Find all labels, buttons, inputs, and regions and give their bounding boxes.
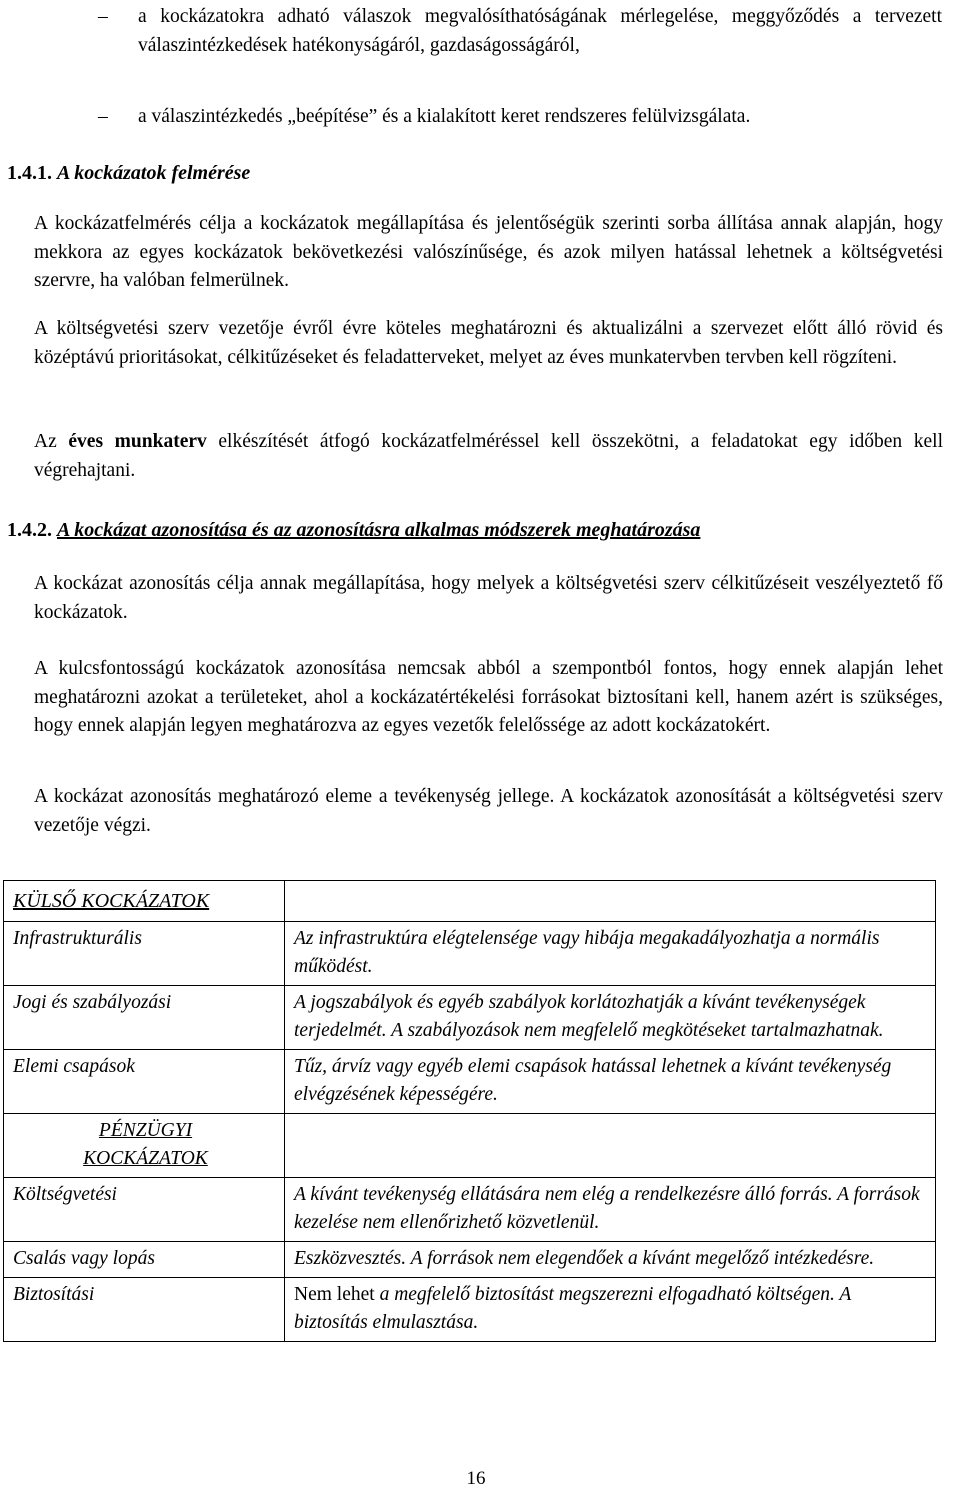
header-line: PÉNZÜGYI — [98, 1120, 193, 1141]
paragraph: A kulcsfontosságú kockázatok azonosítása nemcsak abból a szempontból fontos, hogy ennek alapján lehet meghatározni azokat a területeket, ahol a kockázatértékelési forrásokat biztosítani kell, hanem azért is szükséges, hogy ennek alapján legyen meghatározva az egyes vezetők felelőssége az adott kockázatokért. — [34, 658, 943, 736]
section-title: A kockázatok felmérése — [57, 162, 251, 184]
table-header-financial — [4, 1114, 285, 1178]
description-text: a megfelelő biztosítást megszerezni elfogadható költségen. A biztosítás elmulasztása. — [294, 1284, 851, 1333]
table-cell-empty — [285, 881, 936, 922]
table-cell-category: Biztosítási — [4, 1278, 285, 1342]
table-row — [4, 922, 936, 986]
paragraph: A kockázat azonosítás célja annak megállapítása, hogy melyek a költségvetési szerv célkitűzéseit veszélyeztető fő kockázatok. — [34, 573, 943, 623]
bold-term: éves munkaterv — [68, 431, 207, 452]
paragraph — [34, 428, 943, 485]
table-cell-category: Költségvetési — [4, 1178, 285, 1242]
section-number: 1.4.1. — [7, 162, 52, 184]
table-cell-category: Jogi és szabályozási — [4, 986, 285, 1050]
table-row — [4, 1242, 936, 1278]
paragraph-prefix: Az — [34, 431, 57, 452]
table-cell-description: Eszközvesztés. A források nem elegendőek a kívánt megelőző intézkedésre. — [285, 1242, 936, 1278]
bullet-text: a válaszintézkedés „beépítése” és a kialakított keret rendszeres felülvizsgálata. — [138, 106, 751, 127]
table-cell-description: A jogszabályok és egyéb szabályok korlátozhatják a kívánt tevékenységek terjedelmét. A szabályozások nem megfelelő megkötéseket tartalmazhatnak. — [285, 986, 936, 1050]
table-cell-empty — [285, 1114, 936, 1178]
dash-bullet: – — [98, 106, 108, 127]
table-row — [4, 1178, 936, 1242]
section-heading-1-4-2 — [7, 516, 700, 545]
paragraph-suffix: elkészítését átfogó kockázatfelméréssel kell összekötni, a feladatokat egy időben kell végrehajtani. — [34, 431, 944, 481]
page-number: 16 — [466, 1468, 486, 1489]
table-cell-category: Elemi csapások — [4, 1050, 285, 1114]
section-number: 1.4.2. — [7, 519, 52, 541]
header-line: KOCKÁZATOK — [83, 1148, 208, 1169]
table-cell-category: Csalás vagy lopás — [4, 1242, 285, 1278]
section-heading-1-4-1 — [7, 159, 250, 188]
table-cell-description: Tűz, árvíz vagy egyéb elemi csapások hatással lehetnek a kívánt tevékenység elvégzésének képességére. — [285, 1050, 936, 1114]
table-row — [4, 1050, 936, 1114]
bullet-item-2 — [98, 103, 942, 132]
table-row — [4, 1114, 936, 1178]
dash-bullet: – — [98, 6, 108, 27]
paragraph: A kockázatfelmérés célja a kockázatok megállapítása és jelentőségük szerinti sorba állítása annak alapján, hogy mekkora az egyes kockázatok bekövetkezési valószínűsége, és azok milyen hatással lehetnek a költségvetési szervre, ha valóban felmerülnek. — [34, 213, 943, 291]
paragraph: A költségvetési szerv vezetője évről évre köteles meghatározni és aktualizálni a szervezet előtt álló rövid és középtávú prioritásokat, célkitűzéseket és feladatterveket, melyet az éves munkatervben tervben kell rögzíteni. — [34, 318, 943, 368]
table-row — [4, 986, 936, 1050]
description-prefix: Nem lehet — [294, 1284, 375, 1305]
risk-table — [3, 880, 936, 1342]
bullet-item-1 — [98, 3, 942, 60]
table-row — [4, 881, 936, 922]
table-cell-category: Infrastrukturális — [4, 922, 285, 986]
bullet-text: a kockázatokra adható válaszok megvalósíthatóságának mérlegelése, meggyőződés a tervezett válaszintézkedések hatékonyságáról, gazdaságosságáról, — [138, 6, 942, 56]
table-cell-description: Az infrastruktúra elégtelensége vagy hibája megakadályozhatja a normális működést. — [285, 922, 936, 986]
table-cell-description: A kívánt tevékenység ellátására nem elég a rendelkezésre álló forrás. A források kezelése nem ellenőrizhető közvetlenül. — [285, 1178, 936, 1242]
paragraph: A kockázat azonosítás meghatározó eleme a tevékenység jellege. A kockázatok azonosítását a költségvetési szerv vezetője végzi. — [34, 786, 943, 836]
table-header-external: KÜLSŐ KOCKÁZATOK — [4, 881, 285, 922]
table-row — [4, 1278, 936, 1342]
table-cell-description — [285, 1278, 936, 1342]
section-title: A kockázat azonosítása és az azonosításra alkalmas módszerek meghatározása — [57, 519, 701, 541]
